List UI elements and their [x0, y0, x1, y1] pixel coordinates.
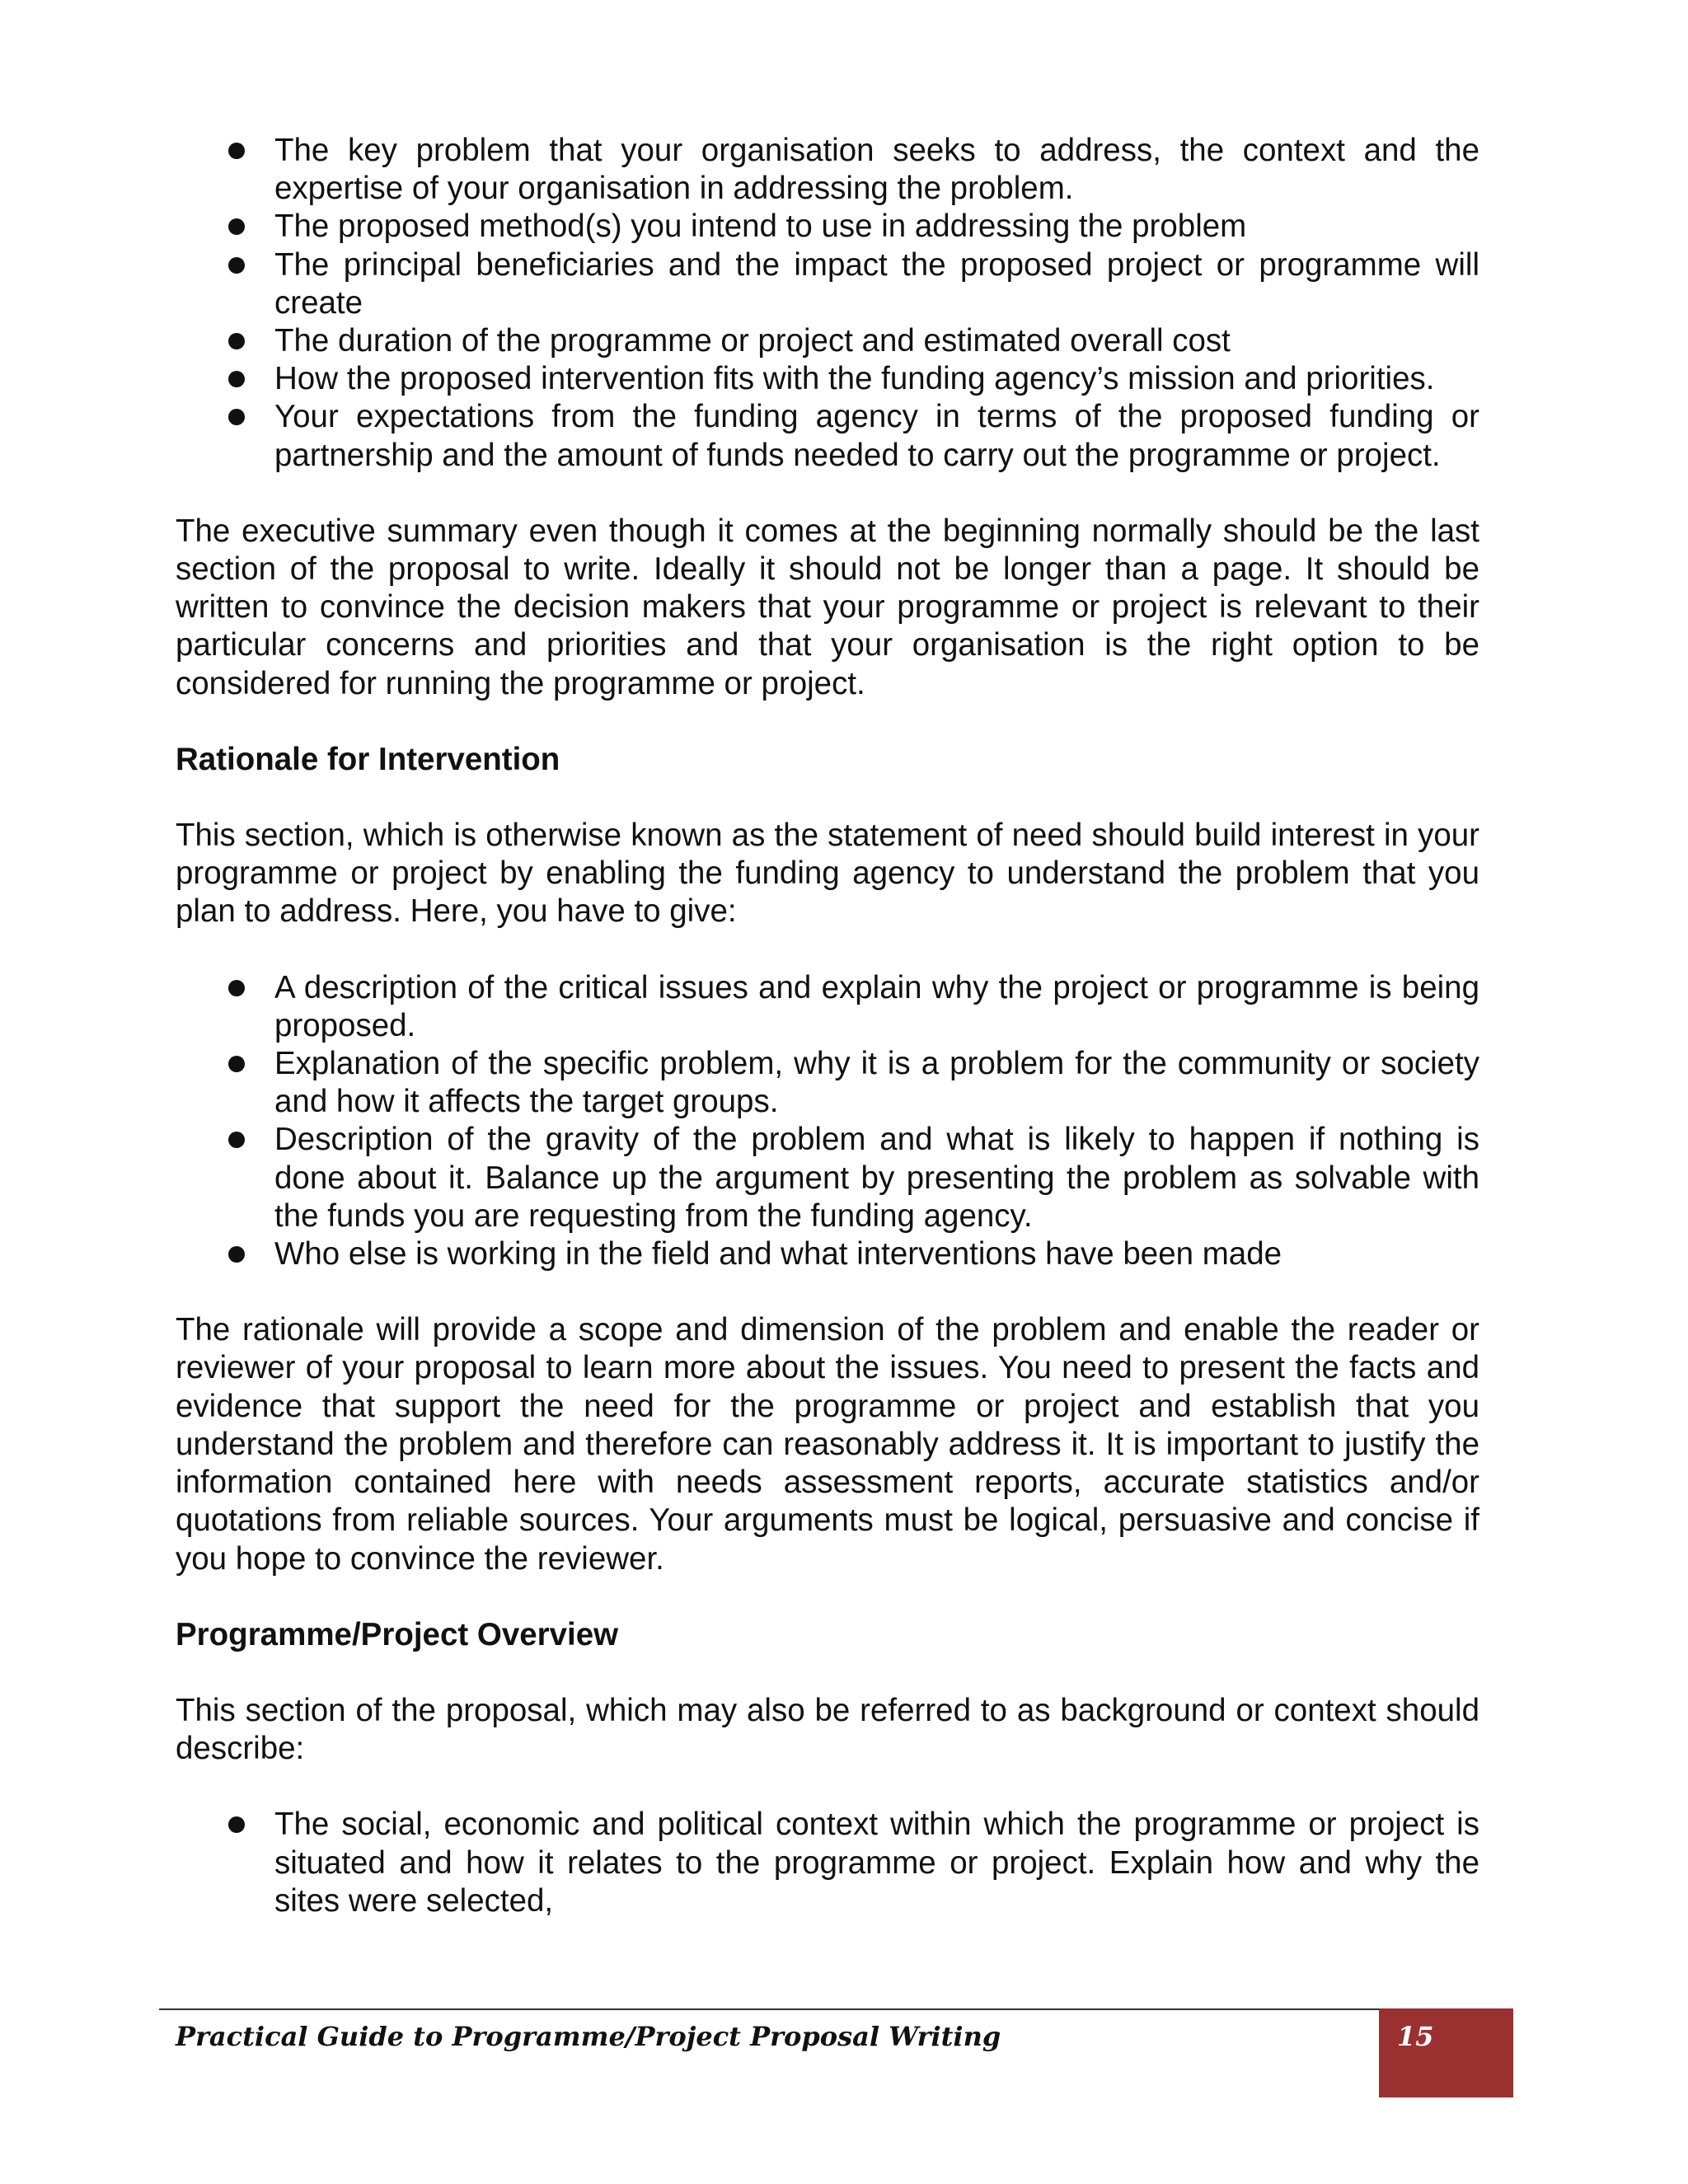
- list-item: The proposed method(s) you intend to use in addressing the problem: [274, 208, 1479, 246]
- executive-summary-paragraph: The executive summary even though it comes at the beginning normally should be the last section of the proposal to write. Ideally it should not be longer than a page. It should be written to convince the decision makers that your programme or project is relevant to their particular concerns and priorities and that your organisation is the right option to be considered for running the programme or project.: [176, 513, 1479, 701]
- list-item: The duration of the programme or project and estimated overall cost: [274, 322, 1479, 360]
- intro-bullet-list: [176, 132, 1479, 475]
- list-item: Your expectations from the funding agency in terms of the proposed funding or partnership and the amount of funds needed to carry out the programme or project.: [274, 398, 1479, 474]
- footer-document-title: Practical Guide to Programme/Project Proposal Writing: [176, 2021, 1001, 2052]
- footer-divider: [159, 2008, 1379, 2010]
- page-content: [176, 132, 1479, 1920]
- list-item: The social, economic and political context within which the programme or project is situated and how it relates to the programme or project. Explain how and why the sites were selected,: [274, 1806, 1479, 1920]
- list-item: The principal beneficiaries and the impact the proposed project or programme will create: [274, 246, 1479, 322]
- list-item: Description of the gravity of the problem and what is likely to happen if nothing is done about it. Balance up the argument by presenting the problem as solvable with the funds you are requesting from the funding agency.: [274, 1121, 1479, 1235]
- page-footer: [159, 2008, 1511, 2099]
- rationale-intro-paragraph: This section, which is otherwise known as the statement of need should build interest in your programme or project by enabling the funding agency to understand the problem that you plan to address. Here, you have to give:: [176, 818, 1479, 930]
- list-item: Who else is working in the field and what interventions have been made: [274, 1235, 1479, 1273]
- overview-bullet-list: [176, 1806, 1479, 1920]
- overview-heading: Programme/Project Overview: [176, 1616, 619, 1652]
- list-item: Explanation of the specific problem, why it is a problem for the community or society and how it affects the target groups.: [274, 1045, 1479, 1121]
- rationale-bullet-list: [176, 969, 1479, 1274]
- page-number-box: [1379, 2008, 1513, 2097]
- overview-intro-paragraph: This section of the proposal, which may also be referred to as background or context should describe:: [176, 1692, 1479, 1767]
- list-item: The key problem that your organisation seeks to address, the context and the expertise of your organisation in addressing the problem.: [274, 132, 1479, 208]
- list-item: How the proposed intervention fits with the funding agency’s mission and priorities.: [274, 360, 1479, 398]
- list-item: A description of the critical issues and explain why the project or programme is being proposed.: [274, 969, 1479, 1045]
- rationale-heading: Rationale for Intervention: [176, 741, 560, 777]
- page-number: 15: [1397, 2021, 1434, 2052]
- rationale-closing-paragraph: The rationale will provide a scope and dimension of the problem and enable the reader or reviewer of your proposal to learn more about the issues. You need to present the facts and evidence that support the need for the programme or project and establish that you understand the problem and therefore can reasonably address it. It is important to justify the information contained here with needs assessment reports, accurate statistics and/or quotations from reliable sources. Your arguments must be logical, persuasive and concise if you hope to convince the reviewer.: [176, 1312, 1479, 1577]
